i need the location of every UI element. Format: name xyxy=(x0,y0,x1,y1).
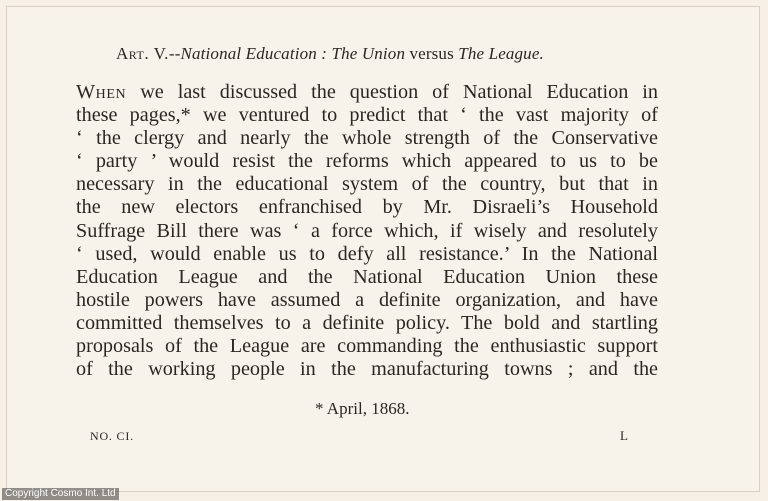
body-line: proposals of the League are commanding the enthusiastic support xyxy=(76,335,658,358)
signature-letter: L xyxy=(620,428,628,443)
body-line: hostile powers have assumed a definite organization, and have xyxy=(76,288,658,311)
body-line: of the working people in the manufacturing towns ; and the xyxy=(76,358,658,381)
heading-versus: versus xyxy=(405,44,459,63)
body-line: the new electors enfranchised by Mr. Disraeli’s Household xyxy=(76,196,658,219)
body-line: Suffrage Bill there was ‘ a force which, if wisely and resolutely xyxy=(76,219,658,242)
body-line: ‘ party ’ would resist the reforms which appeared to us to be xyxy=(76,150,658,173)
body-line: ‘ the clergy and nearly the whole strength of the Conservative xyxy=(76,127,658,150)
body-line: these pages,* we ventured to predict that ‘ the vast majority of xyxy=(76,104,658,127)
article-body xyxy=(76,81,658,381)
article-heading xyxy=(116,44,544,64)
body-line: necessary in the educational system of the country, but that in xyxy=(76,173,658,196)
article-title-part-1: National Education : The Union xyxy=(180,44,406,63)
body-line: Education League and the National Education Union these xyxy=(76,265,658,288)
signature-number: NO. CI. xyxy=(90,429,134,443)
body-line: ‘ used, would enable us to defy all resistance.’ In the National xyxy=(76,242,658,265)
article-number: Art. V. xyxy=(116,44,169,63)
body-line-1 xyxy=(76,81,658,104)
article-title-part-2: The League. xyxy=(458,44,544,63)
heading-dash: -- xyxy=(168,44,181,63)
copyright-watermark: Copyright Cosmo Int. Ltd xyxy=(2,488,119,500)
body-line: committed themselves to a definite policy. The bold and startling xyxy=(76,311,658,334)
drop-word: When xyxy=(76,81,127,103)
footnote: * April, 1868. xyxy=(315,399,410,418)
body-line-1-text: we last discussed the question of National Education in xyxy=(126,81,658,103)
